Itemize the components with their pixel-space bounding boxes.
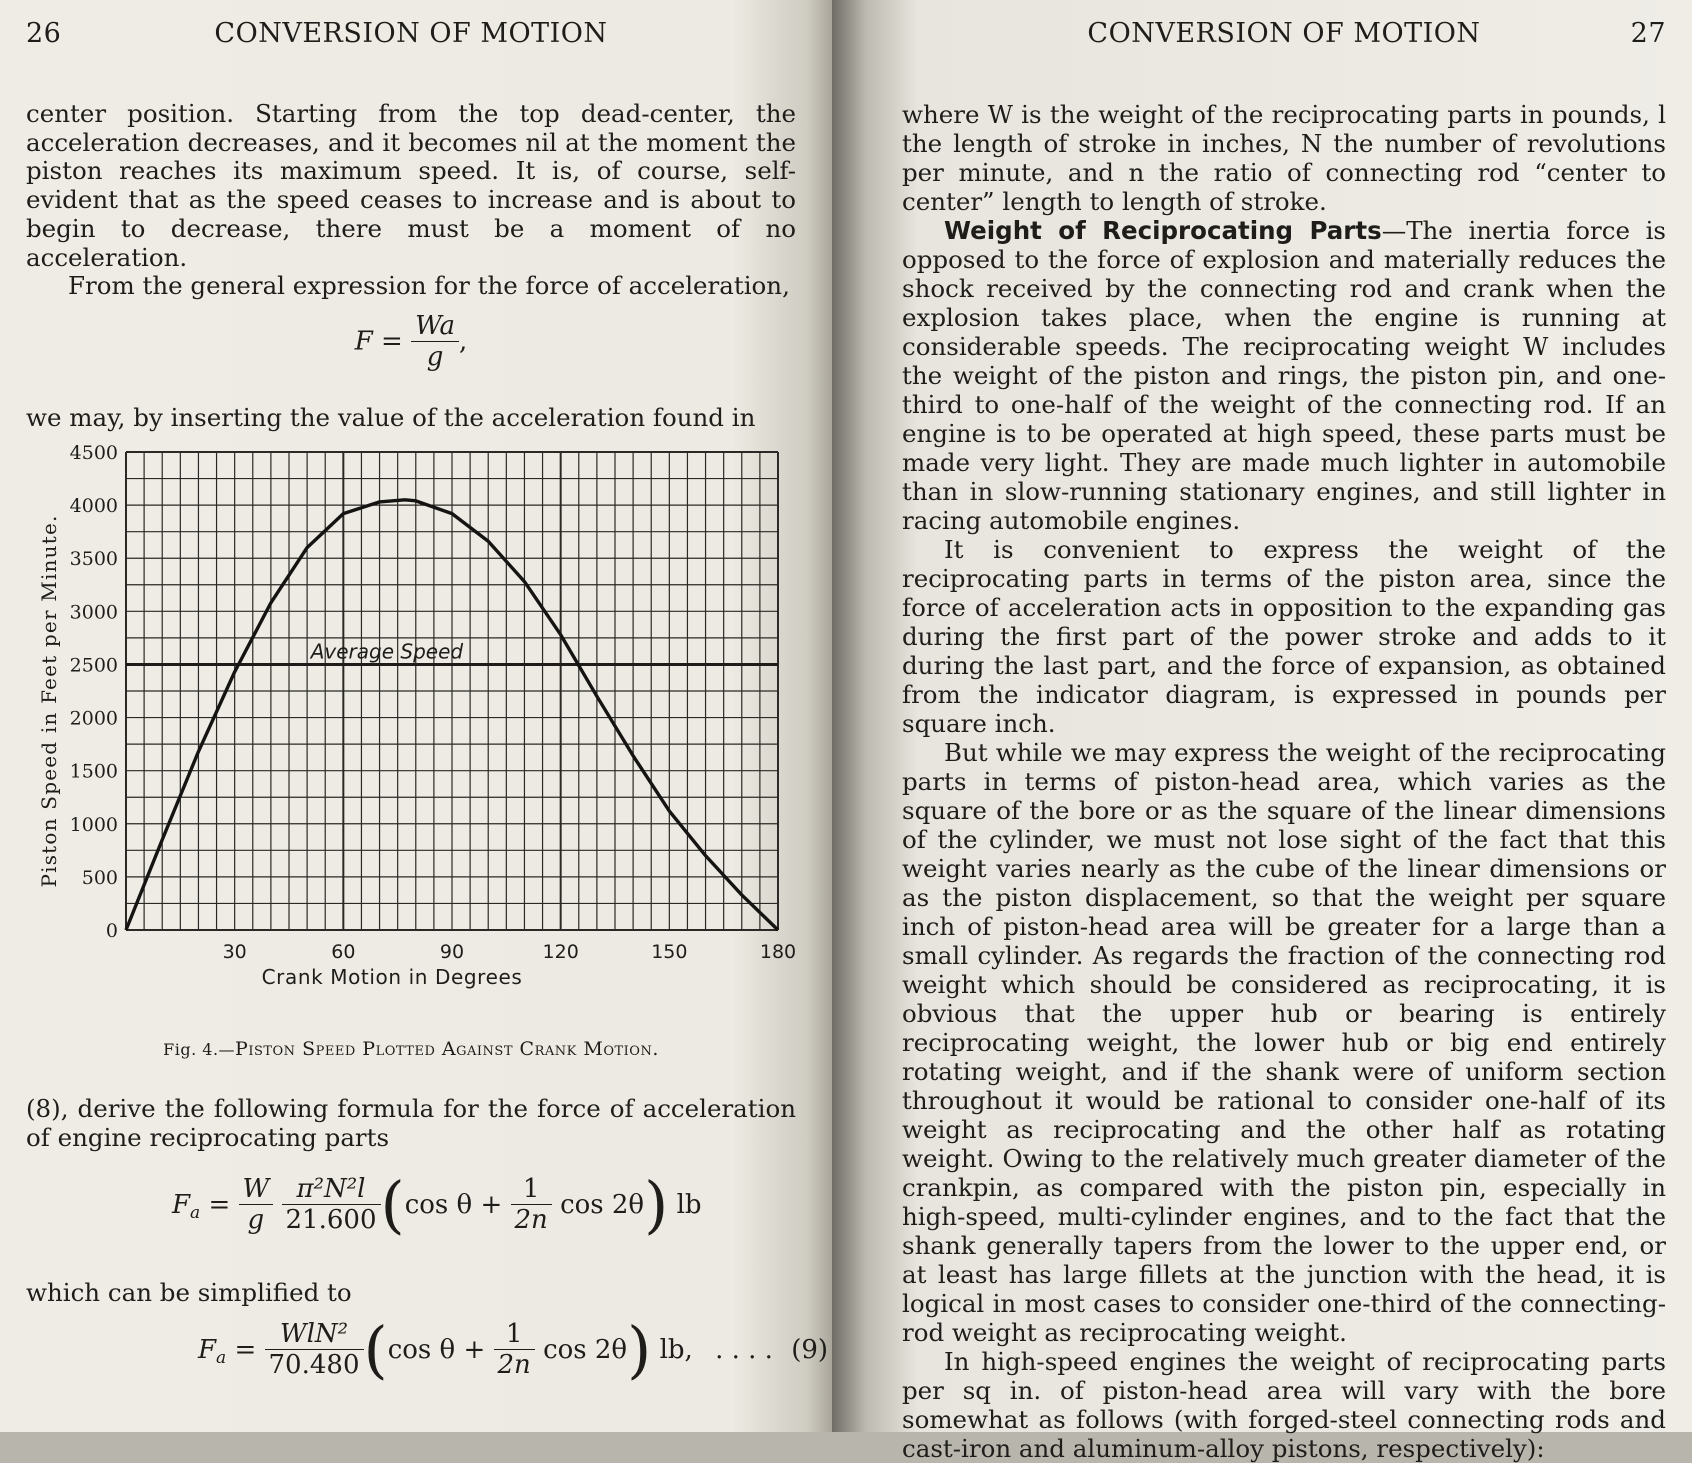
- y-tick-label: 1000: [70, 814, 118, 836]
- x-tick-label: 30: [223, 941, 247, 963]
- right-page: [832, 0, 1692, 1432]
- y-tick-label: 3000: [70, 601, 118, 623]
- x-tick-label: 120: [543, 941, 579, 963]
- x-tick-label: 90: [440, 941, 464, 963]
- page-number-left: 26: [26, 18, 61, 49]
- equation-fa-full: $F_a$ = $\frac{W}{g}$ $\frac{\text{π²N²l}}{21.600}$ (cos θ + $\frac{1}{2n}$ cos 2θ) lb: [172, 1174, 796, 1272]
- equation-fa-simplified: $F_a$ = $\frac{\text{WlN²}}{70.480}$ (cos θ + $\frac{1}{2n}$ cos 2θ) lb, . . . . (9): [198, 1319, 796, 1417]
- piston-speed-chart: [26, 444, 806, 1034]
- piston-speed-chart-svg: [26, 444, 806, 1034]
- section-heading: Weight of Reciprocating Parts: [944, 216, 1382, 245]
- y-tick-label: 2500: [70, 654, 118, 676]
- y-tick-label: 4500: [70, 444, 118, 464]
- right-para-1: where W is the weight of the reciprocating parts in pounds, l the length of stroke in inches, N the number of revolutions per minute, and n the ratio of connecting rod “center to center” length to length of stroke.: [902, 100, 1666, 216]
- right-para-5: In high-speed engines the weight of reciprocating parts per sq in. of piston-head area will vary with the bore somewhat as follows (with forged-steel connecting rods and cast-iron and aluminum-alloy pistons, respectively):: [902, 1347, 1666, 1463]
- x-axis-label: Crank Motion in Degrees: [262, 965, 523, 989]
- left-page: [0, 0, 832, 1432]
- left-para-1: center position. Starting from the top dead-center, the acceleration decreases, and it becomes nil at the moment the piston reaches its maximum speed. It is, of course, self-evident that as the speed ceases to increase and is about to begin to decrease, there must be a moment of no acceleration.: [26, 100, 796, 272]
- x-tick-label: 60: [331, 941, 355, 963]
- x-tick-label: 150: [651, 941, 687, 963]
- running-head-title-left: CONVERSION OF MOTION: [26, 18, 796, 49]
- running-head-right: [902, 18, 1666, 54]
- y-tick-label: 0: [106, 920, 118, 942]
- running-head-title-right: CONVERSION OF MOTION: [902, 18, 1666, 49]
- right-para-2: Weight of Reciprocating Parts—The inertia force is opposed to the force of explosion and materially reduces the shock received by the connecting rod and crank when the explosion takes place, when the engine is running at considerable speeds. The reciprocating weight W includes the weight of the piston and rings, the piston pin, and one-third to one-half of the weight of the connecting rod. If an engine is to be operated at high speed, these parts must be made very light. They are made much lighter in automobile than in slow-running stationary engines, and still lighter in racing automobile engines.: [902, 216, 1666, 535]
- y-tick-label: 500: [82, 867, 118, 889]
- left-para-3: we may, by inserting the value of the acceleration found in: [26, 403, 796, 432]
- page-number-right: 27: [1631, 18, 1666, 49]
- y-tick-label: 2000: [70, 707, 118, 729]
- y-tick-label: 1500: [70, 761, 118, 783]
- figure-caption: Fig. 4.—Piston Speed Plotted Against Crank Motion.: [26, 1038, 796, 1060]
- y-tick-label: 4000: [70, 495, 118, 517]
- equation-f-wa-g: F = $\frac{Wa}{g}$ ,: [26, 311, 796, 399]
- running-head-left: [26, 18, 796, 54]
- right-para-3: It is convenient to express the weight of the reciprocating parts in terms of the piston area, since the force of acceleration acts in opposition to the expanding gas during the first part of the power stroke and adds to it during the last part, and the force of expansion, as obtained from the indicator diagram, is expressed in pounds per square inch.: [902, 535, 1666, 738]
- left-para-5: which can be simplified to: [26, 1278, 796, 1307]
- left-para-2: From the general expression for the force of acceleration,: [26, 272, 796, 301]
- left-para-4: (8), derive the following formula for the force of acceleration of engine reciprocating parts: [26, 1094, 796, 1152]
- y-tick-label: 3500: [70, 548, 118, 570]
- x-tick-label: 180: [760, 941, 796, 963]
- right-para-4: But while we may express the weight of the reciprocating parts in terms of piston-head area, which varies as the square of the bore or as the square of the linear dimensions of the cylinder, we must not lose sight of the fact that this weight varies nearly as the cube of the linear dimensions or as the piston displacement, so that the weight per square inch of piston-head area will be greater for a large than a small cylinder. As regards the fraction of the connecting rod weight which should be considered as reciprocating, it is obvious that the upper hub or bearing is entirely reciprocating weight, the lower hub or big end entirely rotating weight, and if the shank were of uniform section throughout it would be rational to consider one-half of its weight as reciprocating and the other half as rotating weight. Owing to the relatively much greater diameter of the crankpin, as compared with the piston pin, especially in high-speed, multi-cylinder engines, and to the fact that the shank generally tapers from the lower to the upper end, or at least has large fillets at the junction with the head, it is logical in most cases to consider one-third of the connecting-rod weight as reciprocating weight.: [902, 738, 1666, 1347]
- average-speed-label: Average Speed: [309, 639, 464, 663]
- y-axis-label: Piston Speed in Feet per Minute.: [37, 514, 61, 887]
